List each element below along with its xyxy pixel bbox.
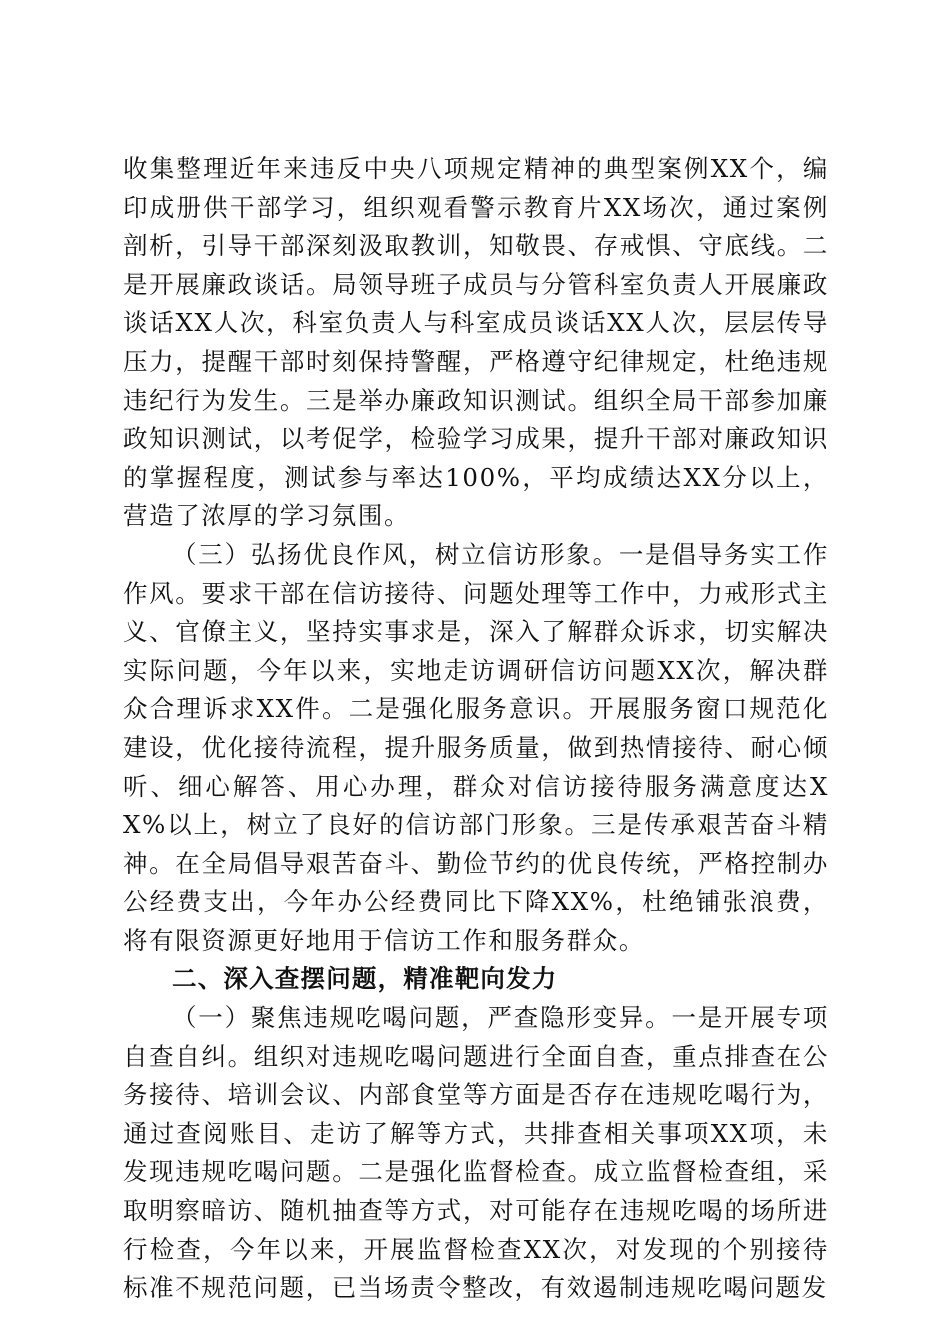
body-paragraph: 收集整理近年来违反中央八项规定精神的典型案例XX个，编印成册供干部学习，组织观看警示教育片XX场次，通过案例剖析，引导干部深刻汲取教训，知敬畏、存戒惧、守底线。二是开展廉政谈话。局领导班子成员与分管科室负责人开展廉政谈话XX人次，科室负责人与科室成员谈话XX人次，层层传导压力，提醒干部时刻保持警醒，严格遵守纪律规定，杜绝违规违纪行为发生。三是举办廉政知识测试。组织全局干部参加廉政知识测试，以考促学，检验学习成果，提升干部对廉政知识的掌握程度，测试参与率达100%，平均成绩达XX分以上，营造了浓厚的学习氛围。 [123,154,829,531]
section-heading: 二、深入查摆问题，精准靶向发力 [172,964,558,994]
body-paragraph: （一）聚焦违规吃喝问题，严查隐形变异。一是开展专项自查自纠。组织对违规吃喝问题进行全面自查，重点排查在公务接待、培训会议、内部食堂等方面是否存在违规吃喝行为，通过查阅账目、走访了解等方式，共排查相关事项XX项，未发现违规吃喝问题。二是强化监督检查。成立监督检查组，采取明察暗访、随机抽查等方式，对可能存在违规吃喝的场所进行检查，今年以来，开展监督检查XX次，对发现的个别接待标准不规范问题，已当场责令整改，有效遏制违规吃喝问题发 [123,1003,829,1303]
body-paragraph: （三）弘扬优良作风，树立信访形象。一是倡导务实工作作风。要求干部在信访接待、问题处理等工作中，力戒形式主义、官僚主义，坚持实事求是，深入了解群众诉求，切实解决实际问题，今年以来，实地走访调研信访问题XX次，解决群众合理诉求XX件。二是强化服务意识。开展服务窗口规范化建设，优化接待流程，提升服务质量，做到热情接待、耐心倾听、细心解答、用心办理，群众对信访接待服务满意度达XX%以上，树立了良好的信访部门形象。三是传承艰苦奋斗精神。在全局倡导艰苦奋斗、勤俭节约的优良传统，严格控制办公经费支出，今年办公经费同比下降XX%，杜绝铺张浪费，将有限资源更好地用于信访工作和服务群众。 [123,539,829,955]
document-page [123,150,829,1308]
